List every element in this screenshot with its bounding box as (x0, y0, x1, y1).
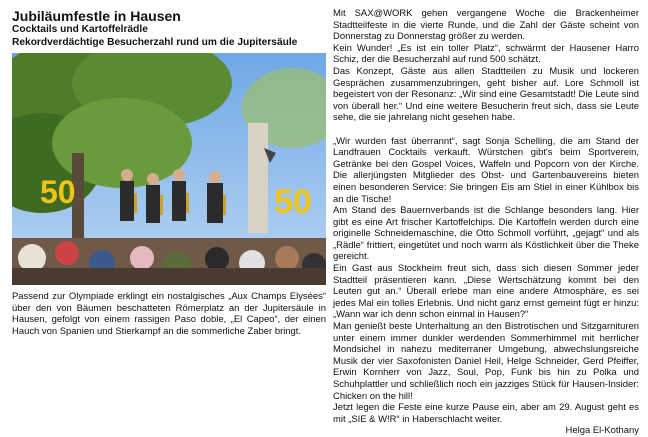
paragraph-8: Jetzt legen die Feste eine kurze Pause ein, aber am 29. August geht es mit „SIE & W!R“ in Haberschlacht weiter. (333, 402, 639, 425)
paragraph-7: Man genießt beste Unterhaltung an den Bistrotischen und Sitzgarnituren unter einem immer dunkler werdenden Sommerhimmel mit herrlicher Mondsichel in nahezu mediterraner Umgebung, abwechslungsreiche Musik der vier Saxofonisten Daniel Heil, Helge Schneider, Gerd Pfeiffer, Erwin Kornherr von Jazz, Soul, Pop, Funk bis hin zu Polka und Schuhplattler und schließlich noch ein jazziges Stück für Hausen-Insider: Chicken on the hill! (333, 321, 639, 402)
article-headline: Jubiläumfestle in Hausen (12, 8, 181, 24)
signature-line (333, 425, 639, 437)
article-subhead-2: Rekordverdächtige Besucherzahl rund um die Jupitersäule (12, 36, 298, 48)
photo-illustration (12, 53, 326, 285)
paragraph-6: Ein Gast aus Stockheim freut sich, dass sich diesen Sommer jeder Stadtteil präsentieren kann. „Diese Wertschätzung kommt bei den Leuten gut an.“ Überall erlebe man eine andere Atmosphäre, es sei jedes Mal ein tolles Erlebnis. Und nicht ganz ernst gemeint fügt er hinzu: „Wann war ich denn schon einmal in Hausen?“ (333, 263, 639, 321)
left-column (12, 8, 326, 337)
paragraph-3: Das Konzept, Gäste aus allen Stadtteilen zu Musik und lockeren Gesprächen zusammenzubringen, geht bisher auf. Lore Schmoll ist begeistert von der Resonanz: „Wir sind eine Gesamtstadt! Die Leute sind von überall her.“ Und eine weitere Besucherin freut sich, dass sie Leute sehe, die sie jahrelang nicht gesehen habe. (333, 65, 639, 124)
photo-number-left: 50 (40, 174, 76, 210)
author-name: Helga El-Kothany (565, 425, 639, 437)
photo-number-right: 50 (274, 183, 312, 221)
paragraph-5: Am Stand des Bauernverbands ist die Schlange besonders lang. Hier gibt es eine Art frischer Kartoffelchips. Die Kartoffeln werden durch eine originelle Schneidemaschine, die Otto Schmoll vorführt, „gejagt“ und als „Rädle“ frittiert, eingetütet und noch warm als Köstlichkeit über die Theke gereicht. (333, 205, 639, 263)
paragraph-2: Kein Wunder! „Es ist ein toller Platz“, schwärmt der Hausener Harro Schiz, der die Besucherzahl auf rund 500 schätzt. (333, 42, 639, 66)
paragraph-4: „Wir wurden fast überrannt“, sagt Sonja Schelling, die am Stand der Landfrauen Cocktails verkauft. Würstchen gibt's beim Sportverein, Getränke bei den Gospel Voices, Waffeln und Popcorn von der Kirche. Die allerjüngsten Mitglieder des Obst- und Gartenbauvereins bieten einen besonderen Service: Sie bringen Eis am Stiel in einer Kühlbox bis an die Tische! (333, 135, 639, 205)
article-subhead-1: Cocktails und Kartoffelrädle (12, 24, 148, 35)
article-photo (12, 53, 326, 285)
right-column (333, 8, 639, 437)
photo-caption: Passend zur Olympiade erklingt ein nostalgisches „Aux Champs Elysées“ über den von Bäumen beschatteten Römerplatz an der Jupitersäule in Hausen, gefolgt von einem rassigen Paso doble, „El Capeo“, der einen Hauch von Spanien und Stierkampf an die sommerliche Zaber bringt. (12, 291, 326, 337)
paragraph-1: Mit SAX@WORK gehen vergangene Woche die Brackenheimer Stadtteilfeste in die vierte Runde, und die Zahl der Gäste scheint von Donnerstag zu Donnerstag größer zu werden. (333, 8, 639, 43)
